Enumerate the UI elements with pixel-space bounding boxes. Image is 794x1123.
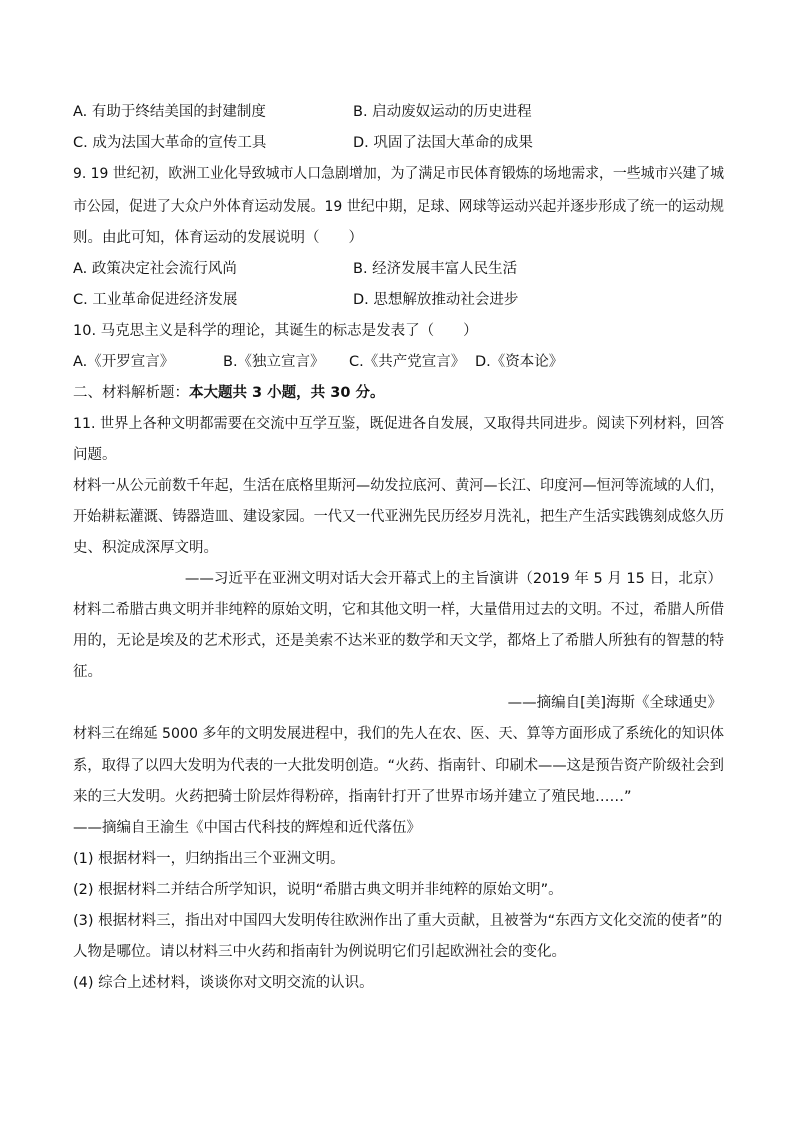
q8-option-a: A. 有助于终结美国的封建制度 <box>73 104 266 120</box>
section-prefix: 二、材料解析题： <box>73 385 189 401</box>
q10-option-d: D.《资本论》 <box>475 354 564 370</box>
material1-line-3: 史、积淀成深厚文明。 <box>73 540 218 556</box>
material3-source: ——摘编自王渝生《中国古代科技的辉煌和近代落伍》 <box>73 820 421 836</box>
material2-line-3: 征。 <box>73 664 102 680</box>
material1-source: ——习近平在亚洲文明对话大会开幕式上的主旨演讲（2019 年 5 月 15 日，北京） <box>184 571 722 587</box>
q9-stem-line-2: 市公园，促进了大众户外体育运动发展。19 世纪中期，足球、网球等运动兴起并逐步形成了统一的运动规 <box>73 199 724 215</box>
q10-option-b: B.《独立宣言》 <box>223 354 325 370</box>
q11-stem-line-2: 问题。 <box>73 447 117 463</box>
q11-subquestion-2: (2) 根据材料二并结合所学知识，说明“希腊古典文明并非纯粹的原始文明”。 <box>73 882 563 898</box>
q11-stem-line-1: 11. 世界上各种文明都需要在交流中互学互鉴，既促进各自发展，又取得共同进步。阅读下列材料，回答 <box>73 416 725 432</box>
q8-option-d: D. 巩固了法国大革命的成果 <box>353 135 533 151</box>
material2-line-2: 用的，无论是埃及的艺术形式，还是美索不达米亚的数学和天文学，都烙上了希腊人所独有的智慧的特 <box>73 633 724 649</box>
q11-subquestion-3-line-2: 人物是哪位。请以材料三中火药和指南针为例说明它们引起欧洲社会的变化。 <box>73 944 566 960</box>
section-bold-text: 本大题共 3 小题，共 30 分。 <box>189 385 385 401</box>
q8-option-c: C. 成为法国大革命的宣传工具 <box>73 135 267 151</box>
q9-option-c: C. 工业革命促进经济发展 <box>73 292 238 308</box>
q10-option-a: A.《开罗宣言》 <box>73 354 175 370</box>
q11-subquestion-4: (4) 综合上述材料，谈谈你对文明交流的认识。 <box>73 975 374 991</box>
q8-option-b: B. 启动废奴运动的历史进程 <box>353 104 532 120</box>
q11-subquestion-3-line-1: (3) 根据材料三，指出对中国四大发明传往欧洲作出了重大贡献，且被誉为“东西方文化交流的使者”的 <box>73 913 723 929</box>
material1-line-2: 开始耕耘灌溉、铸器造皿、建设家园。一代又一代亚洲先民历经岁月洗礼，把生产生活实践镌刻成悠久历 <box>73 509 724 525</box>
material3-line-2: 系，取得了以四大发明为代表的一大批发明创造。“火药、指南针、印刷术——这是预告资产阶级社会到 <box>73 758 724 774</box>
q10-options <box>73 352 563 372</box>
q10-stem: 10. 马克思主义是科学的理论，其诞生的标志是发表了（ ） <box>73 323 478 339</box>
material3-line-1: 材料三在绵延 5000 多年的文明发展进程中，我们的先人在农、医、天、算等方面形成了系统化的知识体 <box>73 726 725 742</box>
material2-source: ——摘编自[美]海斯《全球通史》 <box>507 695 722 711</box>
material3-line-3: 来的三大发明。火药把骑士阶层炸得粉碎，指南针打开了世界市场并建立了殖民地……” <box>73 789 632 805</box>
q9-stem-line-1: 9. 19 世纪初，欧洲工业化导致城市人口急剧增加，为了满足市民体育锻炼的场地需求，一些城市兴建了城 <box>73 166 725 182</box>
material2-line-1: 材料二希腊古典文明并非纯粹的原始文明，它和其他文明一样，大量借用过去的文明。不过，希腊人所借 <box>73 602 724 618</box>
q11-subquestion-1: (1) 根据材料一，归纳指出三个亚洲文明。 <box>73 851 345 867</box>
q9-option-d: D. 思想解放推动社会进步 <box>353 292 519 308</box>
section-heading <box>73 383 384 403</box>
q9-option-b: B. 经济发展丰富人民生活 <box>353 261 518 277</box>
q9-stem-line-3: 则。由此可知，体育运动的发展说明（ ） <box>73 230 363 246</box>
q9-option-a: A. 政策决定社会流行风尚 <box>73 261 237 277</box>
q10-option-c: C.《共产党宣言》 <box>349 354 466 370</box>
material1-line-1: 材料一从公元前数千年起，生活在底格里斯河—幼发拉底河、黄河—长江、印度河—恒河等流域的人们， <box>73 478 724 494</box>
